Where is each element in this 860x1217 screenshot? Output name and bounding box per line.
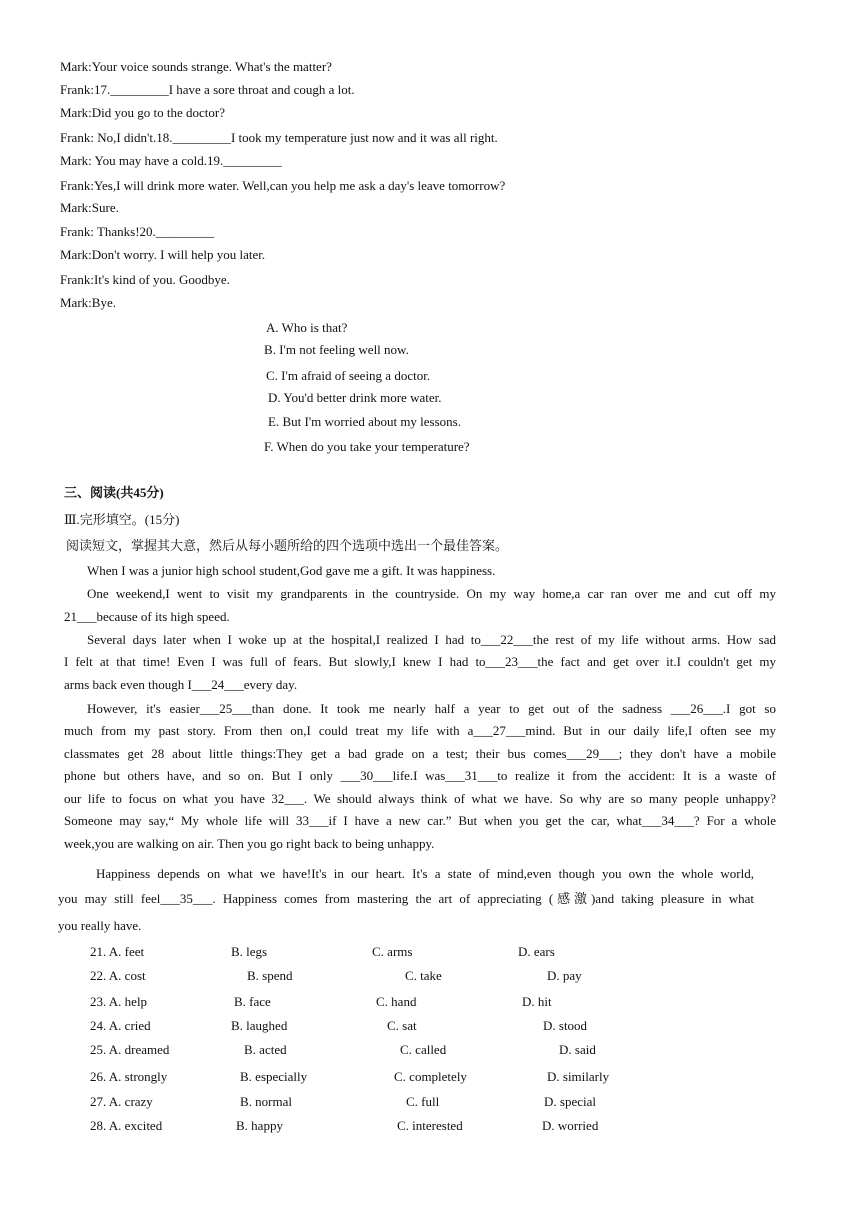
- dialogue-line: Frank: No,I didn't.18._________I took my temperature just now and it was all right.: [60, 130, 498, 145]
- passage-line: our life to focus on what you have 32___. We should always think of what we have. So why are so many people unhappy?: [64, 791, 776, 806]
- choice-c: C. interested: [397, 1118, 463, 1133]
- section-instruction: 阅读短文，掌握其大意，然后从每小题所给的四个选项中选出一个最佳答案。: [66, 538, 509, 553]
- choice-c: C. completely: [394, 1069, 467, 1084]
- dialogue-line: Frank:17._________I have a sore throat and cough a lot.: [60, 82, 355, 97]
- dialogue-line: Mark: You may have a cold.19._________: [60, 153, 282, 168]
- choice-a: 22. A. cost: [90, 968, 146, 983]
- choice-a: 24. A. cried: [90, 1018, 151, 1033]
- choice-c: C. full: [406, 1094, 440, 1109]
- choice-c: C. arms: [372, 944, 413, 959]
- choice-c: C. sat: [387, 1018, 417, 1033]
- dialogue-option: A. Who is that?: [266, 320, 348, 335]
- passage-line: arms back even though I___24___every day.: [64, 677, 298, 692]
- choice-d: D. said: [559, 1042, 596, 1057]
- dialogue-option: D. You'd better drink more water.: [268, 390, 442, 405]
- choice-b: B. normal: [240, 1094, 292, 1109]
- section-title: 三、阅读(共45分): [64, 485, 164, 500]
- passage-line: I felt at that time! Even I was full of fears. But slowly,I knew I had to___23___the fact and get over it.I couldn't get my: [64, 654, 776, 669]
- passage-line: One weekend,I went to visit my grandparents in the countryside. On my way home,a car ran over me and cut off my: [87, 586, 776, 601]
- dialogue-line: Mark:Sure.: [60, 200, 119, 215]
- dialogue-line: Mark:Bye.: [60, 295, 116, 310]
- passage-line: Happiness depends on what we have!It's in our heart. It's a state of mind,even though you own the whole world,: [96, 866, 754, 881]
- passage-line: However, it's easier___25___than done. It took me nearly half a year to get out of the sadness ___26___.I got so: [87, 701, 776, 716]
- choice-b: B. happy: [236, 1118, 283, 1133]
- passage-line: Several days later when I woke up at the hospital,I realized I had to___22___the rest of my life without arms. How sad: [87, 632, 776, 647]
- choice-a: 23. A. help: [90, 994, 148, 1009]
- passage-line: you may still feel___35___. Happiness comes from mastering the art of appreciating (感激)and taking pleasure in what: [58, 891, 754, 906]
- choice-d: D. worried: [542, 1118, 599, 1133]
- choice-d: D. stood: [543, 1018, 588, 1033]
- dialogue-option: B. I'm not feeling well now.: [264, 342, 409, 357]
- choice-b: B. laughed: [231, 1018, 288, 1033]
- dialogue-line: Frank:Yes,I will drink more water. Well,can you help me ask a day's leave tomorrow?: [60, 178, 506, 193]
- choice-a: 27. A. crazy: [90, 1094, 153, 1109]
- dialogue-line: Mark:Your voice sounds strange. What's the matter?: [60, 59, 332, 74]
- choice-c: C. called: [400, 1042, 447, 1057]
- passage-line: 21___because of its high speed.: [64, 609, 230, 624]
- passage-line: week,you are walking on air. Then you go right back to being unhappy.: [64, 836, 435, 851]
- dialogue-option: E. But I'm worried about my lessons.: [268, 414, 461, 429]
- dialogue-line: Mark:Did you go to the doctor?: [60, 105, 225, 120]
- passage-line: When I was a junior high school student,God gave me a gift. It was happiness.: [87, 563, 496, 578]
- choice-b: B. spend: [247, 968, 293, 983]
- passage-line: classmates get 28 about little things:They get a bad grade on a test; their bus comes___29___; they don't have a mobile: [64, 746, 776, 761]
- section-subtitle: Ⅲ.完形填空。(15分): [64, 512, 180, 527]
- choice-a: 25. A. dreamed: [90, 1042, 170, 1057]
- passage-line: much from my past story. From then on,I could treat my life with a___27___mind. But in our daily life,I often see my: [64, 723, 776, 738]
- choice-a: 26. A. strongly: [90, 1069, 168, 1084]
- passage-line: phone but others have, and so on. But I only ___30___life.I was___31___to realize it from the accident: It is a waste of: [64, 768, 776, 783]
- choice-b: B. especially: [240, 1069, 308, 1084]
- choice-a: 21. A. feet: [90, 944, 145, 959]
- dialogue-line: Mark:Don't worry. I will help you later.: [60, 247, 266, 262]
- choice-d: D. ears: [518, 944, 555, 959]
- choice-a: 28. A. excited: [90, 1118, 163, 1133]
- choice-d: D. similarly: [547, 1069, 610, 1084]
- dialogue-option: C. I'm afraid of seeing a doctor.: [266, 368, 431, 383]
- passage-line: Someone may say,“ My whole life will 33___if I have a new car.” But when you get the car, what___34___? For a whole: [64, 813, 776, 828]
- choice-c: C. hand: [376, 994, 417, 1009]
- choice-b: B. face: [234, 994, 271, 1009]
- choice-b: B. legs: [231, 944, 268, 959]
- choice-d: D. special: [544, 1094, 596, 1109]
- dialogue-option: F. When do you take your temperature?: [264, 439, 470, 454]
- choice-b: B. acted: [244, 1042, 287, 1057]
- choice-d: D. hit: [522, 994, 552, 1009]
- choice-c: C. take: [405, 968, 442, 983]
- choice-d: D. pay: [547, 968, 582, 983]
- dialogue-line: Frank:It's kind of you. Goodbye.: [60, 272, 230, 287]
- dialogue-line: Frank: Thanks!20._________: [60, 224, 215, 239]
- passage-line: you really have.: [58, 918, 142, 933]
